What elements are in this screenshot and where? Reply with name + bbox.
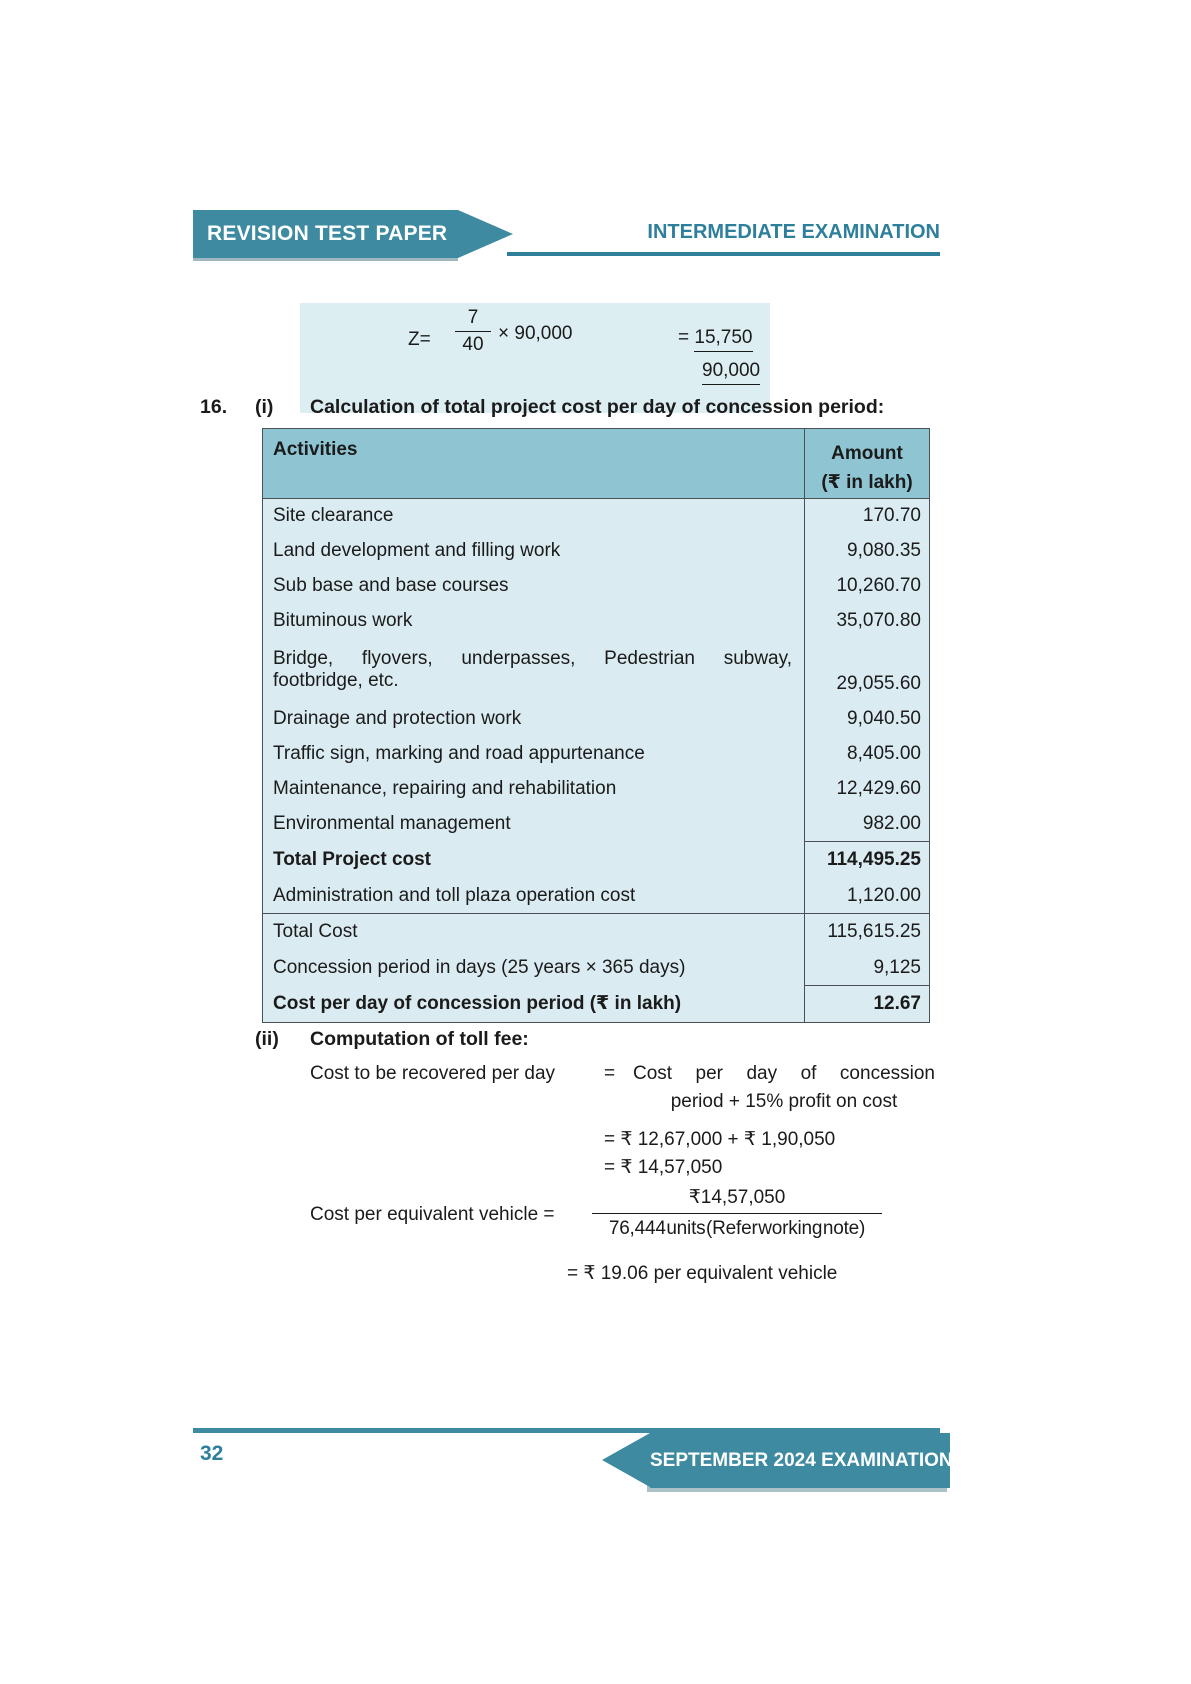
amount-header-line1: Amount bbox=[831, 443, 903, 464]
table-row bbox=[263, 639, 930, 702]
part-i-label: (i) bbox=[255, 396, 274, 418]
banner-label: REVISION TEST PAPER bbox=[207, 222, 448, 245]
column-header-activities: Activities bbox=[263, 429, 805, 499]
table-row bbox=[263, 737, 930, 772]
table-row bbox=[263, 951, 930, 986]
activity-cell: Site clearance bbox=[263, 499, 805, 534]
amount-cell: 115,615.25 bbox=[805, 914, 930, 951]
activity-cell: Bridge, flyovers, underpasses, Pedestrian subway, footbridge, etc. bbox=[263, 639, 805, 702]
table-row bbox=[263, 499, 930, 534]
activity-cell: Administration and toll plaza operation cost bbox=[263, 879, 805, 914]
cost-table-body bbox=[263, 499, 930, 1023]
z-fraction-denominator: 40 bbox=[462, 334, 484, 355]
table-row bbox=[263, 604, 930, 639]
part-ii-title: Computation of toll fee: bbox=[310, 1028, 529, 1050]
activity-cell: Bituminous work bbox=[263, 604, 805, 639]
amount-cell: 35,070.80 bbox=[805, 604, 930, 639]
cost-total-line: = ₹ 14,57,050 bbox=[604, 1157, 723, 1178]
activity-cell: Environmental management bbox=[263, 807, 805, 842]
amount-cell: 114,495.25 bbox=[805, 842, 930, 879]
amount-cell: 9,040.50 bbox=[805, 702, 930, 737]
cost-table-header-row bbox=[263, 429, 930, 499]
activity-cell: Sub base and base courses bbox=[263, 569, 805, 604]
amount-cell: 12,429.60 bbox=[805, 772, 930, 807]
z-result-denominator-line bbox=[702, 360, 760, 385]
cost-table-head bbox=[263, 429, 930, 499]
z-multiplier: × 90,000 bbox=[498, 323, 573, 344]
amount-cell: 12.67 bbox=[805, 986, 930, 1023]
amount-cell: 1,120.00 bbox=[805, 879, 930, 914]
activity-cell: Cost per day of concession period (₹ in lakh) bbox=[263, 986, 805, 1023]
september-2024-examination-banner bbox=[650, 1433, 953, 1488]
amount-cell: 982.00 bbox=[805, 807, 930, 842]
part-ii-label: (ii) bbox=[255, 1028, 279, 1050]
cost-recovered-rhs-line1: Cost per day of concession bbox=[633, 1063, 935, 1084]
toll-fee-result: = ₹ 19.06 per equivalent vehicle bbox=[567, 1263, 838, 1284]
table-row bbox=[263, 702, 930, 737]
table-row bbox=[263, 569, 930, 604]
cost-recovered-rhs-line2: period + 15% profit on cost bbox=[670, 1091, 898, 1112]
exam-title: INTERMEDIATE EXAMINATION bbox=[647, 221, 940, 243]
activity-cell: Traffic sign, marking and road appurtenance bbox=[263, 737, 805, 772]
z-result-numerator: 15,750 bbox=[694, 327, 752, 352]
table-row bbox=[263, 879, 930, 914]
z-fraction-numerator: 7 bbox=[455, 307, 491, 332]
part-i-title: Calculation of total project cost per day of concession period: bbox=[310, 396, 885, 418]
activity-cell: Total Cost bbox=[263, 914, 805, 951]
z-result-top-line bbox=[678, 327, 753, 348]
equals-sign: = bbox=[604, 1063, 616, 1084]
header-divider bbox=[507, 252, 940, 256]
activity-cell: Drainage and protection work bbox=[263, 702, 805, 737]
cost-sum-line: = ₹ 12,67,000 + ₹ 1,90,050 bbox=[604, 1129, 836, 1150]
amount-cell: 10,260.70 bbox=[805, 569, 930, 604]
activity-cell: Land development and filling work bbox=[263, 534, 805, 569]
question-number: 16. bbox=[200, 396, 228, 418]
cost-table bbox=[262, 428, 930, 1023]
per-vehicle-fraction bbox=[592, 1186, 882, 1240]
table-row bbox=[263, 914, 930, 951]
z-result bbox=[678, 327, 760, 385]
table-row bbox=[263, 772, 930, 807]
column-header-amount bbox=[805, 429, 930, 499]
amount-header-line2: (₹ in lakh) bbox=[821, 472, 913, 494]
table-row bbox=[263, 842, 930, 879]
table-row bbox=[263, 534, 930, 569]
z-equals: = bbox=[678, 327, 690, 348]
activity-cell: Total Project cost bbox=[263, 842, 805, 879]
table-row bbox=[263, 807, 930, 842]
amount-cell: 29,055.60 bbox=[805, 639, 930, 702]
activity-cell: Concession period in days (25 years × 365 days) bbox=[263, 951, 805, 986]
table-row bbox=[263, 986, 930, 1023]
amount-cell: 9,125 bbox=[805, 951, 930, 986]
fraction-denominator: 76,444 units (Refer working note) bbox=[608, 1218, 866, 1239]
footer-banner-label: SEPTEMBER 2024 EXAMINATION bbox=[650, 1450, 953, 1471]
amount-cell: 8,405.00 bbox=[805, 737, 930, 772]
z-fraction bbox=[455, 307, 491, 356]
amount-cell: 9,080.35 bbox=[805, 534, 930, 569]
revision-test-paper-banner bbox=[193, 210, 458, 258]
page-number: 32 bbox=[200, 1442, 224, 1465]
cost-recovered-label: Cost to be recovered per day bbox=[310, 1063, 556, 1084]
activity-cell: Maintenance, repairing and rehabilitation bbox=[263, 772, 805, 807]
z-result-denominator: 90,000 bbox=[702, 360, 760, 385]
z-lhs: Z= bbox=[408, 329, 431, 350]
per-vehicle-label: Cost per equivalent vehicle = bbox=[310, 1204, 555, 1225]
fraction-numerator: ₹14,57,050 bbox=[592, 1186, 882, 1214]
amount-cell: 170.70 bbox=[805, 499, 930, 534]
